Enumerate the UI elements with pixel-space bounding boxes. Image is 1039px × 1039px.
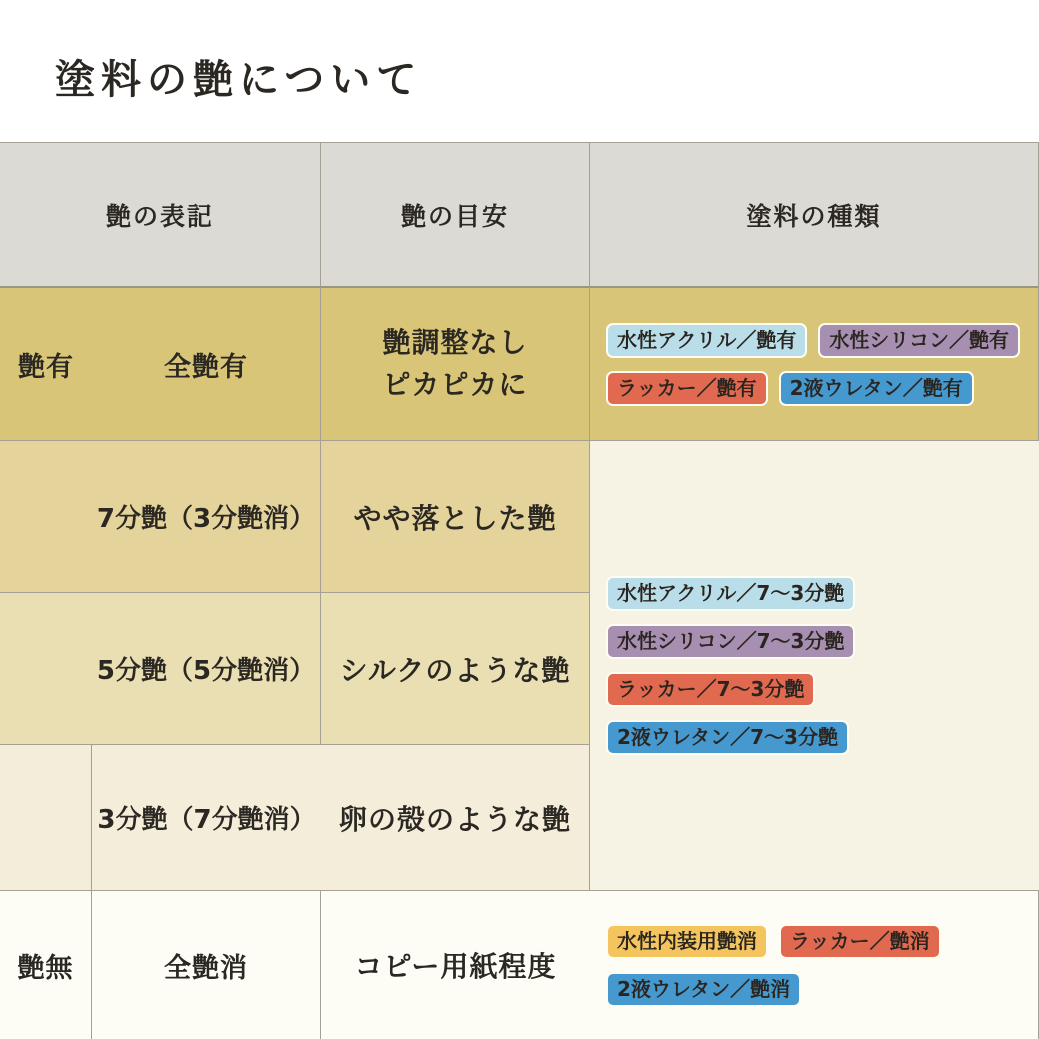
paint-badge: 2液ウレタン／7〜3分艶: [606, 720, 849, 755]
row1-guide-line1: 艶調整なし: [382, 326, 528, 359]
header-guide: 艶の目安: [321, 143, 590, 288]
row3-category: [0, 593, 92, 745]
row1-paint-types: [590, 288, 1039, 441]
row3-guide: シルクのような艶: [321, 593, 590, 745]
paint-badge: ラッカー／艶消: [779, 924, 941, 959]
paint-badge: 水性シリコン／7〜3分艶: [606, 624, 855, 659]
row4-guide: 卵の殻のような艶: [321, 745, 590, 891]
paint-badge: 水性アクリル／艶有: [606, 323, 807, 358]
row5-notation: 全艶消: [92, 891, 321, 1039]
row1-guide-text: [382, 322, 527, 406]
gloss-table: [0, 142, 1039, 1039]
paint-badge: 2液ウレタン／艶有: [779, 371, 974, 406]
paint-badge: ラッカー／7〜3分艶: [606, 672, 815, 707]
row2-guide: やや落とした艶: [321, 441, 590, 593]
paint-badge: 水性アクリル／7〜3分艶: [606, 576, 855, 611]
row4-category: [0, 745, 92, 891]
header-paint-type: 塗料の種類: [590, 143, 1039, 288]
paint-badge: 2液ウレタン／艶消: [606, 972, 801, 1007]
row5-guide: コピー用紙程度: [321, 891, 590, 1039]
header-notation: 艶の表記: [0, 143, 321, 288]
row5-paint-types: [590, 891, 1039, 1039]
page-title: 塗料の艶について: [55, 57, 423, 103]
row2-notation: 7分艶（3分艶消）: [92, 441, 321, 593]
row5-category: 艶無: [0, 891, 92, 1039]
paint-badge: 水性シリコン／艶有: [818, 323, 1020, 358]
paint-badge: 水性内装用艶消: [606, 924, 768, 959]
row1-guide-line2: ピカピカに: [382, 368, 528, 401]
row1-category: 艶有: [0, 288, 92, 441]
row2-category: [0, 441, 92, 593]
row1-notation: 全艶有: [92, 288, 321, 441]
paint-badge: ラッカー／艶有: [606, 371, 768, 406]
row4-notation: 3分艶（7分艶消）: [92, 745, 321, 891]
row1-guide: [321, 288, 590, 441]
mid-paint-types: [590, 441, 1039, 891]
row3-notation: 5分艶（5分艶消）: [92, 593, 321, 745]
